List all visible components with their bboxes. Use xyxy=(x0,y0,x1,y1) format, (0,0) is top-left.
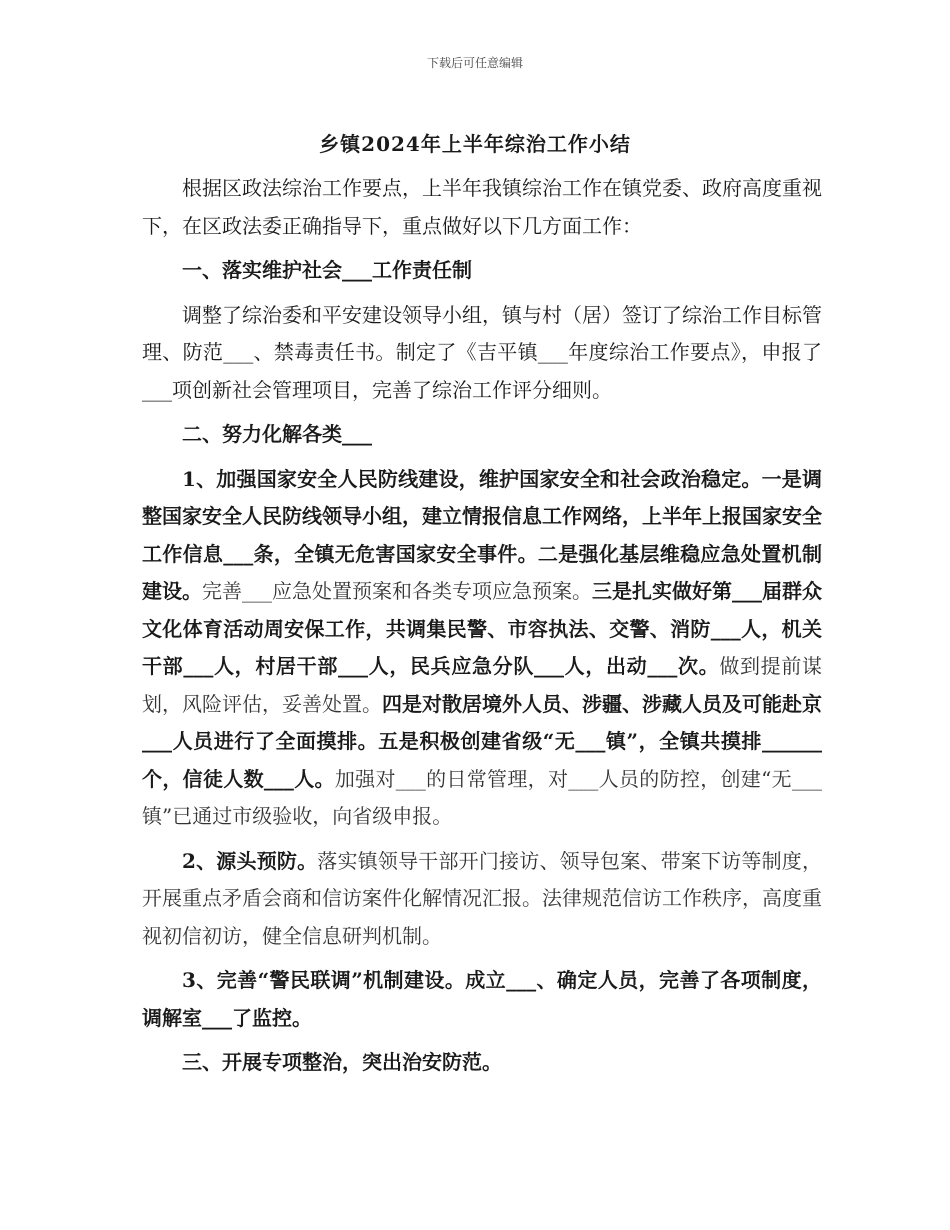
risk-assessment-text: 做到提前谋划，风险评估，妥善处置。 xyxy=(142,654,823,716)
source-prevention-text: 落实镇领导干部开门接访、领导包案、带案下访等制度，开展重点矛盾会商和信访案件化解情况汇报。法律规范信访工作秩序，高度重视初信初访，健全信息研判机制。 xyxy=(142,848,823,948)
page-header: 下载后可任意编辑 xyxy=(426,56,523,70)
security-work-bold-text: 三是扎实做好第___届群众文化体育活动周安保工作，共调集民警、市容执法、交警、消防___人，机关干部___人，村居干部___人，民兵应急分队___人，出动___次。 xyxy=(142,579,822,678)
section-1-paragraph: 调整了综治委和平安建设领导小组，镇与村（居）签订了综治工作目标管理、防范___、禁毒责任书。制定了《吉平镇___年度综治工作要点》，申报了___项创新社会管理项目，完善了综治工作评分细则。 xyxy=(142,302,822,402)
police-civil-mediation-paragraph: 3、完善“警民联调”机制建设。成立___、确定人员，完善了各项制度，调解室___了监控。 xyxy=(142,968,822,1030)
national-security-bold-text: 1、加强国家安全人民防线建设，维护国家安全和社会政治稳定。一是调整国家安全人民防线领导小组，建立情报信息工作网络，上半年上报国家安全工作信息___条，全镇无危害国家安全事件。二是强化基层维稳应急处置机制建设。 xyxy=(142,466,822,603)
document-title: 乡镇2024年上半年综治工作小结 xyxy=(319,132,631,156)
document-body xyxy=(142,170,822,1082)
source-prevention-heading: 2、源头预防。 xyxy=(182,848,318,873)
section-2-paragraph xyxy=(142,461,822,836)
daily-management-text: 加强对___的日常管理，对___人员的防控，创建“无___镇”已通过市级验收，向省级申报。 xyxy=(142,766,822,828)
emergency-plan-text: 完善___应急处置预案和各类专项应急预案。 xyxy=(202,579,592,603)
source-prevention-paragraph xyxy=(142,843,822,956)
investigation-bold-text: 四是对散居境外人员、涉疆、涉藏人员及可能赴京___人员进行了全面摸排。五是积极创建省级“无___镇”，全镇共摸排______个，信徒人数___人。 xyxy=(142,691,822,791)
section-heading-1: 一、落实维护社会___工作责任制 xyxy=(182,258,472,282)
section-heading-3: 三、开展专项整治，突出治安防范。 xyxy=(182,1050,502,1074)
section-heading-2: 二、努力化解各类___ xyxy=(182,422,372,446)
intro-paragraph: 根据区政法综治工作要点，上半年我镇综治工作在镇党委、政府高度重视下，在区政法委正确指导下，重点做好以下几方面工作： xyxy=(142,176,822,238)
